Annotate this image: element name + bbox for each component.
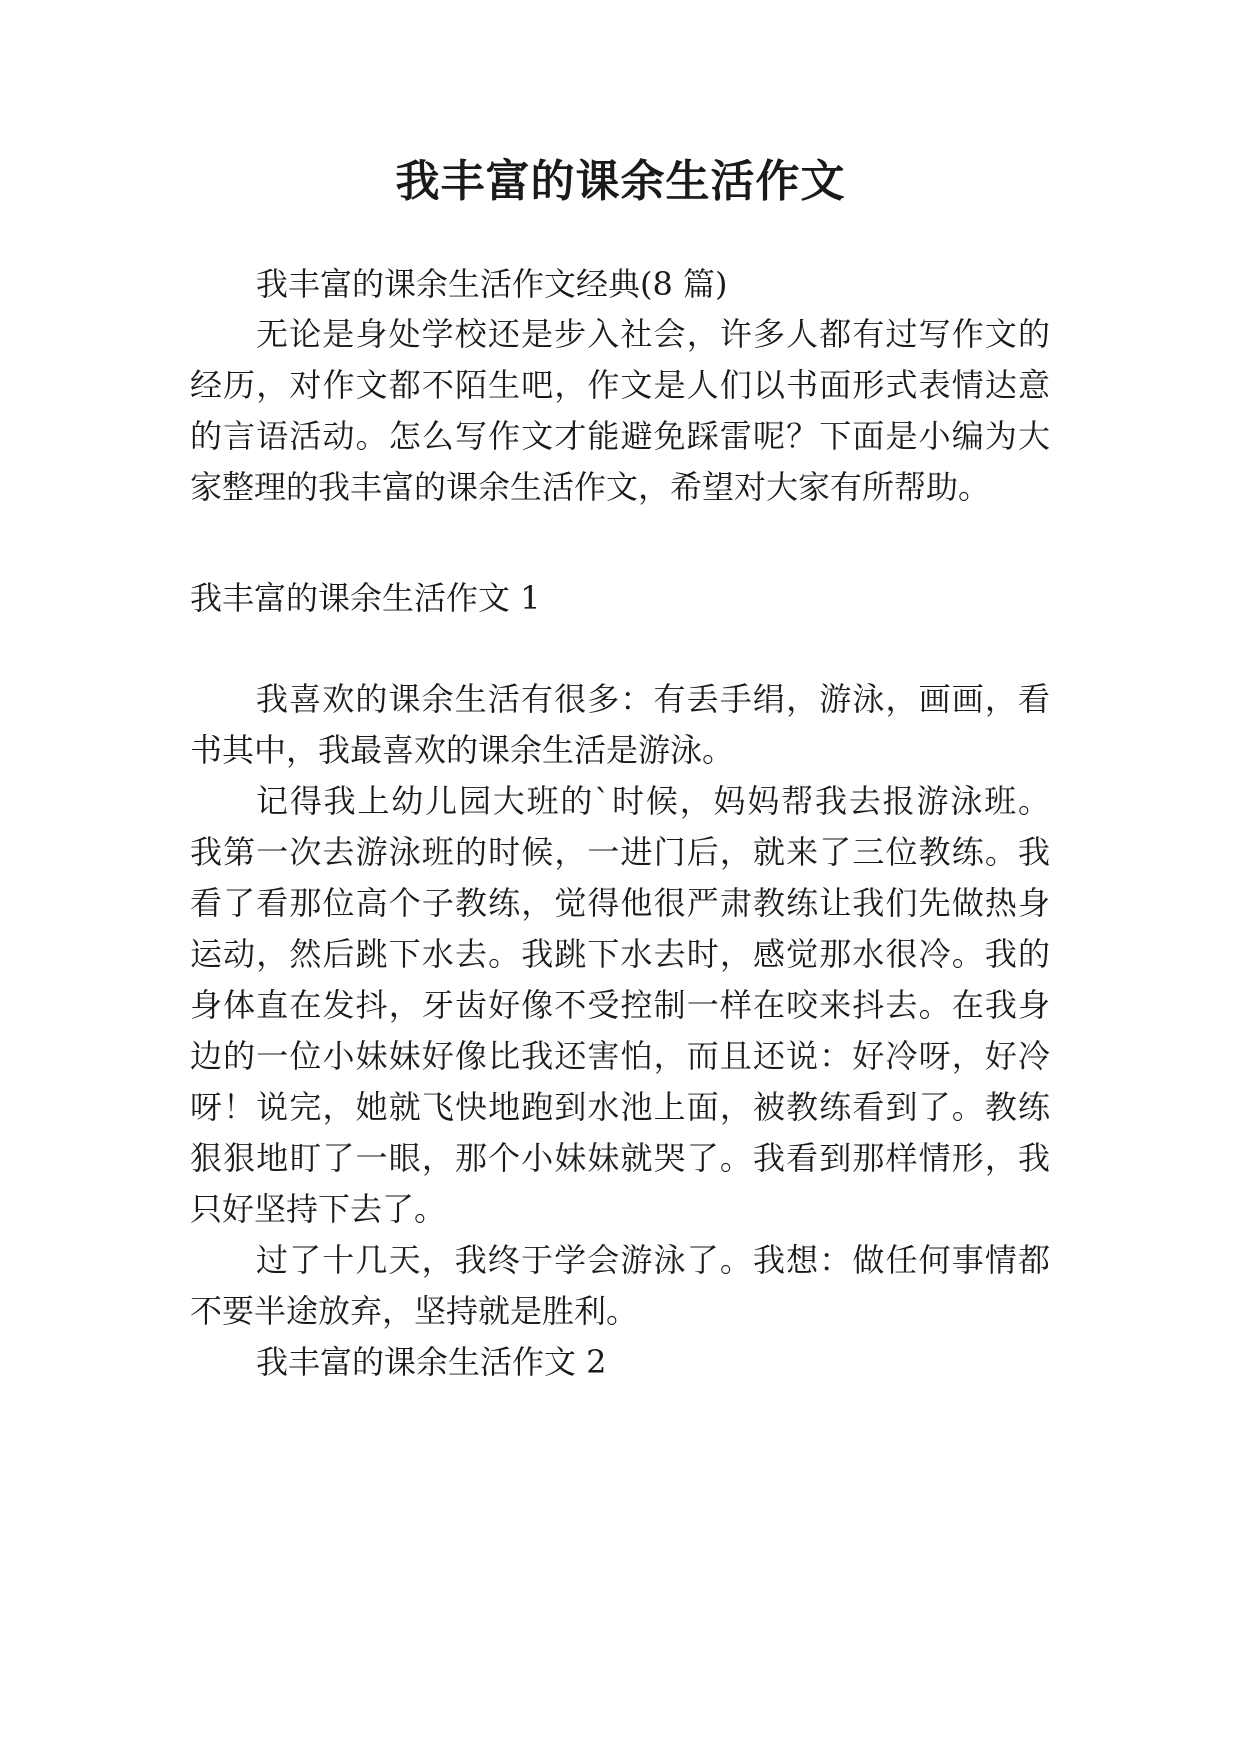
section-heading: 我丰富的课余生活作文 2: [256, 1343, 607, 1381]
paragraph-line: 运动，然后跳下水去。我跳下水去时，感觉那水很冷。我的: [190, 935, 1050, 973]
paragraph-line: 不要半途放弃，坚持就是胜利。: [190, 1292, 639, 1330]
document-subtitle: 我丰富的课余生活作文经典(8 篇): [256, 265, 728, 303]
paragraph-line: 我第一次去游泳班的时候，一进门后，就来了三位教练。我: [190, 833, 1050, 871]
paragraph-line: 我喜欢的课余生活有很多：有丢手绢，游泳，画画，看: [256, 680, 1050, 718]
paragraph-line: 边的一位小妹妹好像比我还害怕，而且还说：好冷呀，好冷: [190, 1037, 1050, 1075]
paragraph-line: 呀！说完，她就飞快地跑到水池上面，被教练看到了。教练: [190, 1088, 1050, 1126]
document-title: 我丰富的课余生活作文: [395, 156, 846, 207]
paragraph-line: 过了十几天，我终于学会游泳了。我想：做任何事情都: [256, 1241, 1050, 1279]
paragraph-line: 记得我上幼儿园大班的`时候，妈妈帮我去报游泳班。: [256, 782, 1050, 820]
paragraph-line: 身体直在发抖，牙齿好像不受控制一样在咬来抖去。在我身: [190, 986, 1050, 1024]
paragraph-line: 看了看那位高个子教练，觉得他很严肃教练让我们先做热身: [190, 884, 1050, 922]
section-heading: 我丰富的课余生活作文 1: [190, 579, 541, 617]
intro-line: 的言语活动。怎么写作文才能避免踩雷呢？下面是小编为大: [190, 417, 1050, 455]
intro-line: 家整理的我丰富的课余生活作文，希望对大家有所帮助。: [190, 468, 991, 506]
paragraph-line: 狠狠地盯了一眼，那个小妹妹就哭了。我看到那样情形，我: [190, 1139, 1050, 1177]
intro-line: 经历，对作文都不陌生吧，作文是人们以书面形式表情达意: [190, 366, 1050, 404]
paragraph-line: 只好坚持下去了。: [190, 1190, 447, 1228]
intro-line: 无论是身处学校还是步入社会，许多人都有过写作文的: [256, 315, 1050, 353]
paragraph-line: 书其中，我最喜欢的课余生活是游泳。: [190, 731, 735, 769]
